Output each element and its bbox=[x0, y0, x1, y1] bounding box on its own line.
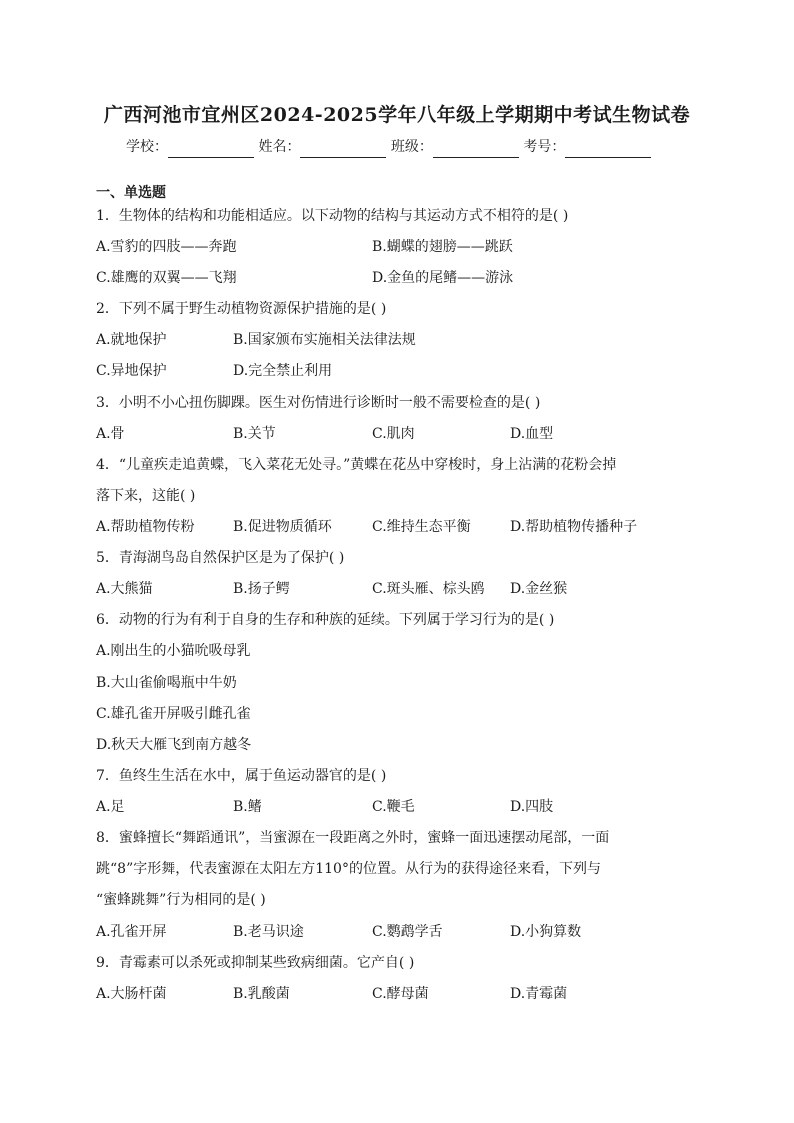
question-2-option-a: A.就地保护 bbox=[96, 332, 167, 348]
question-8-stem-line-1: 8．蜜蜂擅长“舞蹈通讯”，当蜜源在一段距离之外时，蜜蜂一面迅速摆动尾部，一面 bbox=[96, 830, 610, 846]
question-8-option-d: D.小狗算数 bbox=[510, 924, 582, 940]
question-2-option-b: B.国家颁布实施相关法律法规 bbox=[233, 332, 416, 348]
school-blank bbox=[168, 141, 254, 158]
question-4-stem-line-1: 4．“儿童疾走追黄蝶，飞入菜花无处寻。”黄蝶在花丛中穿梭时，身上沾满的花粉会掉 bbox=[96, 457, 617, 473]
question-9-option-c: C.酵母菌 bbox=[372, 986, 429, 1002]
question-6-option-a: A.刚出生的小猫吮吸母乳 bbox=[96, 643, 251, 659]
question-7-stem: 7．鱼终生生活在水中，属于鱼运动器官的是( ) bbox=[96, 768, 387, 784]
question-2-stem: 2．下列不属于野生动植物资源保护措施的是( ) bbox=[96, 301, 387, 317]
class-blank bbox=[433, 141, 519, 158]
question-8-stem-line-3: “蜜蜂跳舞”行为相同的是( ) bbox=[96, 892, 266, 908]
question-5-option-d: D.金丝猴 bbox=[510, 581, 568, 597]
question-9-option-a: A.大肠杆菌 bbox=[96, 986, 167, 1002]
question-6-option-c: C.雄孔雀开屏吸引雌孔雀 bbox=[96, 706, 251, 722]
question-9-option-d: D.青霉菌 bbox=[510, 986, 568, 1002]
question-6-stem: 6．动物的行为有利于自身的生存和种族的延续。下列属于学习行为的是( ) bbox=[96, 612, 555, 628]
question-5-option-c: C.斑头雁、棕头鸥 bbox=[372, 581, 485, 597]
question-4-stem-line-2: 落下来，这能( ) bbox=[96, 488, 196, 504]
number-label: 考号： bbox=[523, 139, 566, 155]
question-8-stem-line-2: 跳“8”字形舞，代表蜜源在太阳左方110°的位置。从行为的获得途径来看，下列与 bbox=[96, 861, 601, 877]
question-3-stem: 3．小明不小心扭伤脚踝。医生对伤情进行诊断时一般不需要检查的是( ) bbox=[96, 395, 541, 411]
question-1-option-a: A.雪豹的四肢——奔跑 bbox=[96, 239, 237, 255]
question-1-option-c: C.雄鹰的双翼——飞翔 bbox=[96, 270, 237, 286]
question-1-option-d: D.金鱼的尾鳍——游泳 bbox=[372, 270, 514, 286]
question-2-option-d: D.完全禁止利用 bbox=[233, 363, 333, 379]
number-blank bbox=[565, 141, 651, 158]
question-7-option-a: A.足 bbox=[96, 799, 125, 815]
question-6-option-d: D.秋天大雁飞到南方越冬 bbox=[96, 737, 252, 753]
question-7-option-b: B.鳍 bbox=[233, 799, 262, 815]
question-6-option-b: B.大山雀偷喝瓶中牛奶 bbox=[96, 675, 237, 691]
question-8-option-c: C.鹦鹉学舌 bbox=[372, 924, 443, 940]
name-blank bbox=[300, 141, 386, 158]
question-4-option-a: A.帮助植物传粉 bbox=[96, 519, 195, 535]
section-heading: 一、单选题 bbox=[96, 185, 166, 201]
class-label: 班级： bbox=[390, 139, 433, 155]
question-1-option-b: B.蝴蝶的翅膀——跳跃 bbox=[372, 239, 513, 255]
question-9-stem: 9．青霉素可以杀死或抑制某些致病细菌。它产自( ) bbox=[96, 955, 415, 971]
student-info-row bbox=[126, 136, 651, 158]
question-9-option-b: B.乳酸菌 bbox=[233, 986, 290, 1002]
question-5-option-a: A.大熊猫 bbox=[96, 581, 153, 597]
question-7-option-c: C.鞭毛 bbox=[372, 799, 415, 815]
question-3-option-a: A.骨 bbox=[96, 426, 125, 442]
question-4-option-b: B.促进物质循环 bbox=[233, 519, 332, 535]
question-1-stem: 1．生物体的结构和功能相适应。以下动物的结构与其运动方式不相符的是( ) bbox=[96, 208, 569, 224]
question-8-option-b: B.老马识途 bbox=[233, 924, 304, 940]
question-3-option-c: C.肌肉 bbox=[372, 426, 415, 442]
exam-title: 广西河池市宜州区2024-2025学年八年级上学期期中考试生物试卷 bbox=[103, 104, 691, 126]
school-label: 学校： bbox=[126, 139, 168, 155]
question-8-option-a: A.孔雀开屏 bbox=[96, 924, 167, 940]
question-2-option-c: C.异地保护 bbox=[96, 363, 167, 379]
question-4-option-d: D.帮助植物传播种子 bbox=[510, 519, 638, 535]
question-5-option-b: B.扬子鳄 bbox=[233, 581, 290, 597]
question-5-stem: 5．青海湖鸟岛自然保护区是为了保护( ) bbox=[96, 550, 345, 566]
question-7-option-d: D.四肢 bbox=[510, 799, 554, 815]
question-4-option-c: C.维持生态平衡 bbox=[372, 519, 471, 535]
name-label: 姓名： bbox=[258, 139, 301, 155]
question-3-option-b: B.关节 bbox=[233, 426, 276, 442]
question-3-option-d: D.血型 bbox=[510, 426, 554, 442]
